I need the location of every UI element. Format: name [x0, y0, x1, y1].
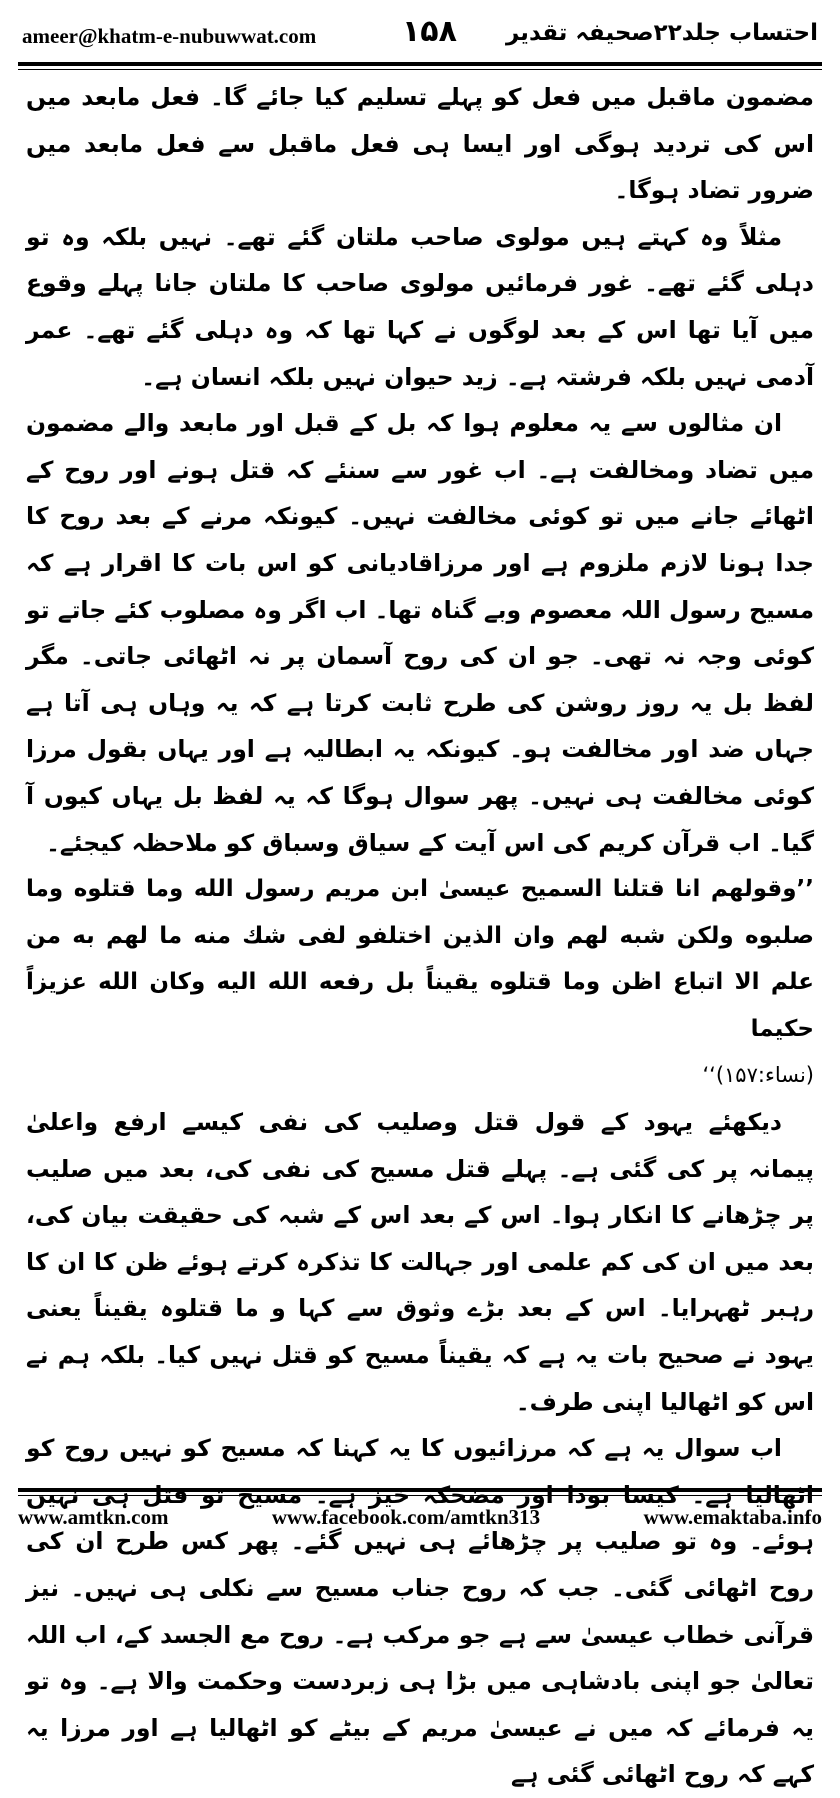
page-header: [18, 8, 822, 58]
page-footer: [18, 1500, 822, 1534]
paragraph-5: اب سوال یہ ہے کہ مرزائیوں کا یہ کہنا کہ مسیح کو نہیں روح کو اٹھالیا ہے۔ کیسا بودا اور مضحکہ خیز ہے۔ مسیح تو قتل ہی نہیں ہوئے۔ وہ تو صلیب پر چڑھائے ہی نہیں گئے۔ پھر کس طرح ان کی روح اٹھائی گئی۔ جب کہ روح جناب مسیح سے نکلی ہی نہیں۔ نیز قرآنی خطاب عیسیٰ سے ہے جو مرکب ہے۔ روح مع الجسد کے، اب اللہ تعالیٰ جو اپنی بادشاہی میں بڑا ہی زبردست وحکمت والا ہے۔ وہ تو یہ فرمائے کہ میں نے عیسیٰ مریم کے بیٹے کو اٹھالیا ہے اور مرزا یہ کہے کہ روح اٹھائی گئی ہے: [26, 1434, 814, 1789]
paragraph-1: مضمون ماقبل میں فعل کو پہلے تسلیم کیا جائے گا۔ فعل مابعد میں اس کی تردید ہوگی اور ایسا ہی فعل ماقبل سے فعل مابعد میں ضرور تضاد ہوگا۔: [26, 83, 814, 205]
quote-reference: (نساء:۱۵۷)‘‘: [702, 1063, 814, 1088]
quran-quote: [26, 866, 814, 1099]
footer-divider: [18, 1488, 822, 1496]
book-title: احتساب جلد۲۲صحیفہ تقدیر: [506, 20, 818, 46]
page-number: ۱۵۸: [402, 14, 457, 49]
header-divider: [18, 62, 822, 70]
paragraph-3: ان مثالوں سے یہ معلوم ہوا کہ بل کے قبل اور مابعد والے مضمون میں تضاد ومخالفت ہے۔ اب غور سے سنئے کہ قتل ہونے اور روح کے اٹھائے جانے میں تو کوئی مخالفت نہیں۔ کیونکہ مرنے کے بعد روح کا جدا ہونا لازم ملزوم ہے اور مرزاقادیانی کو اس بات کا اقرار ہے کہ مسیح رسول اللہ معصوم وبے گناہ تھا۔ اب اگر وہ مصلوب کئے جاتے تو کوئی وجہ نہ تھی۔ جو ان کی روح آسمان پر نہ اٹھائی جاتی۔ مگر لفظ بل یہ روز روشن کی طرح ثابت کرتا ہے کہ یہ وہاں ہی آتا ہے جہاں ضد اور مخالفت ہو۔ کیونکہ یہ ابطالیہ ہے اور یہاں بقول مرزا کوئی مخالفت ہی نہیں۔ پھر سوال ہوگا کہ یہ لفظ بل یہاں کیوں آ گیا۔ اب قرآن کریم کی اس آیت کے سیاق وسباق کو ملاحظہ کیجئے۔: [26, 409, 814, 857]
paragraph-2: مثلاً وہ کہتے ہیں مولوی صاحب ملتان گئے تھے۔ نہیں بلکہ وہ تو دہلی گئے تھے۔ غور فرمائیں مولوی صاحب کا ملتان جانا پہلے وقوع میں آیا تھا اس کے بعد لوگوں نے کہا تھا کہ وہ دہلی گئے تھے۔ عمر آدمی نہیں بلکہ فرشتہ ہے۔ زید حیوان نہیں بلکہ انسان ہے۔: [26, 222, 814, 391]
footer-link-emaktaba[interactable]: www.emaktaba.info: [643, 1504, 822, 1529]
quote-text: ’’وقولهم انا قتلنا السميح عيسىٰ ابن مريم رسول الله وما قتلوه وما صلبوه ولكن شبه لهم وان الذين اختلفو لفى شك منه ما لهم به من علم الا اتباع اظن وما قتلوه يقيناً بل رفعه الله اليه وكان الله عزيزاً حكيما: [26, 876, 814, 1042]
footer-link-amtkn[interactable]: www.amtkn.com: [18, 1504, 169, 1529]
paragraph-4: دیکھئے یہود کے قول قتل وصلیب کی نفی کیسے ارفع واعلیٰ پیمانہ پر کی گئی ہے۔ پہلے قتل مسیح کی نفی کی، بعد میں صلیب پر چڑھانے کا انکار ہوا۔ اس کے بعد اس کے شبہ کی حقیقت بیان کی، بعد میں ان کی کم علمی اور جہالت کا تذکرہ کرتے ہوئے ظن کا ان کا رہبر ٹھہرایا۔ اس کے بعد بڑے وثوق سے کہا و ما قتلوہ یقیناً یعنی یہود نے صحیح بات یہ ہے کہ یقیناً مسیح کو قتل نہیں کیا۔ بلکہ ہم نے اس کو اٹھالیا اپنی طرف۔: [26, 1108, 814, 1416]
footer-link-facebook[interactable]: www.facebook.com/amtkn313: [271, 1504, 541, 1529]
header-email: ameer@khatm-e-nubuwwat.com: [22, 24, 317, 48]
